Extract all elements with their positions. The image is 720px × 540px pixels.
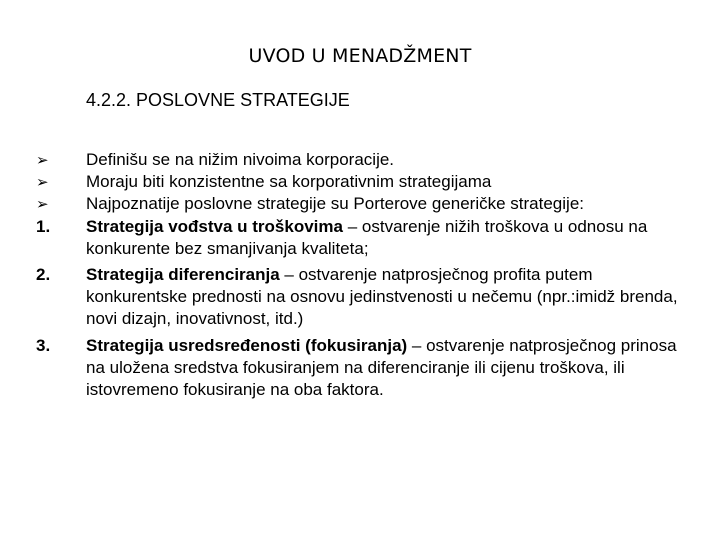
strategy-description: – ostvarenje natprosječnog profita putem konkurentske prednosti na osnovu jedinstvenosti u nečemu (npr.:imidž brenda, novi dizajn, inovativnost, itd.) [86, 265, 678, 329]
bullet-text: Najpoznatije poslovne strategije su Porterove generičke strategije: [86, 194, 584, 214]
section-heading: 4.2.2. POSLOVNE STRATEGIJE [86, 90, 350, 110]
slide-title: UVOD U MENADŽMENT [248, 45, 472, 67]
arrow-bullet-icon: ➢ [36, 151, 49, 169]
strategy-item [36, 216, 696, 260]
arrow-bullet-icon: ➢ [36, 173, 49, 192]
bullet-item [36, 171, 696, 193]
strategy-description: – ostvarenje natprosječnog prinosa na uložena sredstva fokusiranjem na diferenciranje ili cijenu troškova, ili istovremeno fokusiranje na oba faktora. [86, 335, 677, 400]
strategy-number: 1. [36, 216, 51, 236]
arrow-bullet-icon: ➢ [36, 195, 49, 214]
strategy-number: 3. [36, 335, 51, 355]
strategy-text [86, 335, 696, 402]
bullet-text: Definišu se na nižim nivoima korporacije. [86, 150, 395, 169]
strategy-item [36, 335, 696, 402]
strategy-description: – ostvarenje nižih troškova u odnosu na konkurente bez smanjivanja kvaliteta; [86, 216, 648, 258]
strategy-number: 2. [36, 265, 51, 285]
strategy-term: Strategija diferenciranja [86, 265, 280, 285]
content-list [36, 149, 696, 401]
strategy-item [36, 264, 696, 331]
bullet-text: Moraju biti konzistentne sa korporativnim strategijama [86, 172, 492, 192]
strategy-term: Strategija vođstva u troškovima [86, 216, 343, 236]
strategy-text [86, 264, 696, 331]
bullet-item [36, 193, 696, 215]
bullet-item [36, 149, 696, 171]
strategy-term: Strategija usredsređenosti (fokusiranja) [86, 335, 408, 355]
strategy-text [86, 216, 696, 260]
